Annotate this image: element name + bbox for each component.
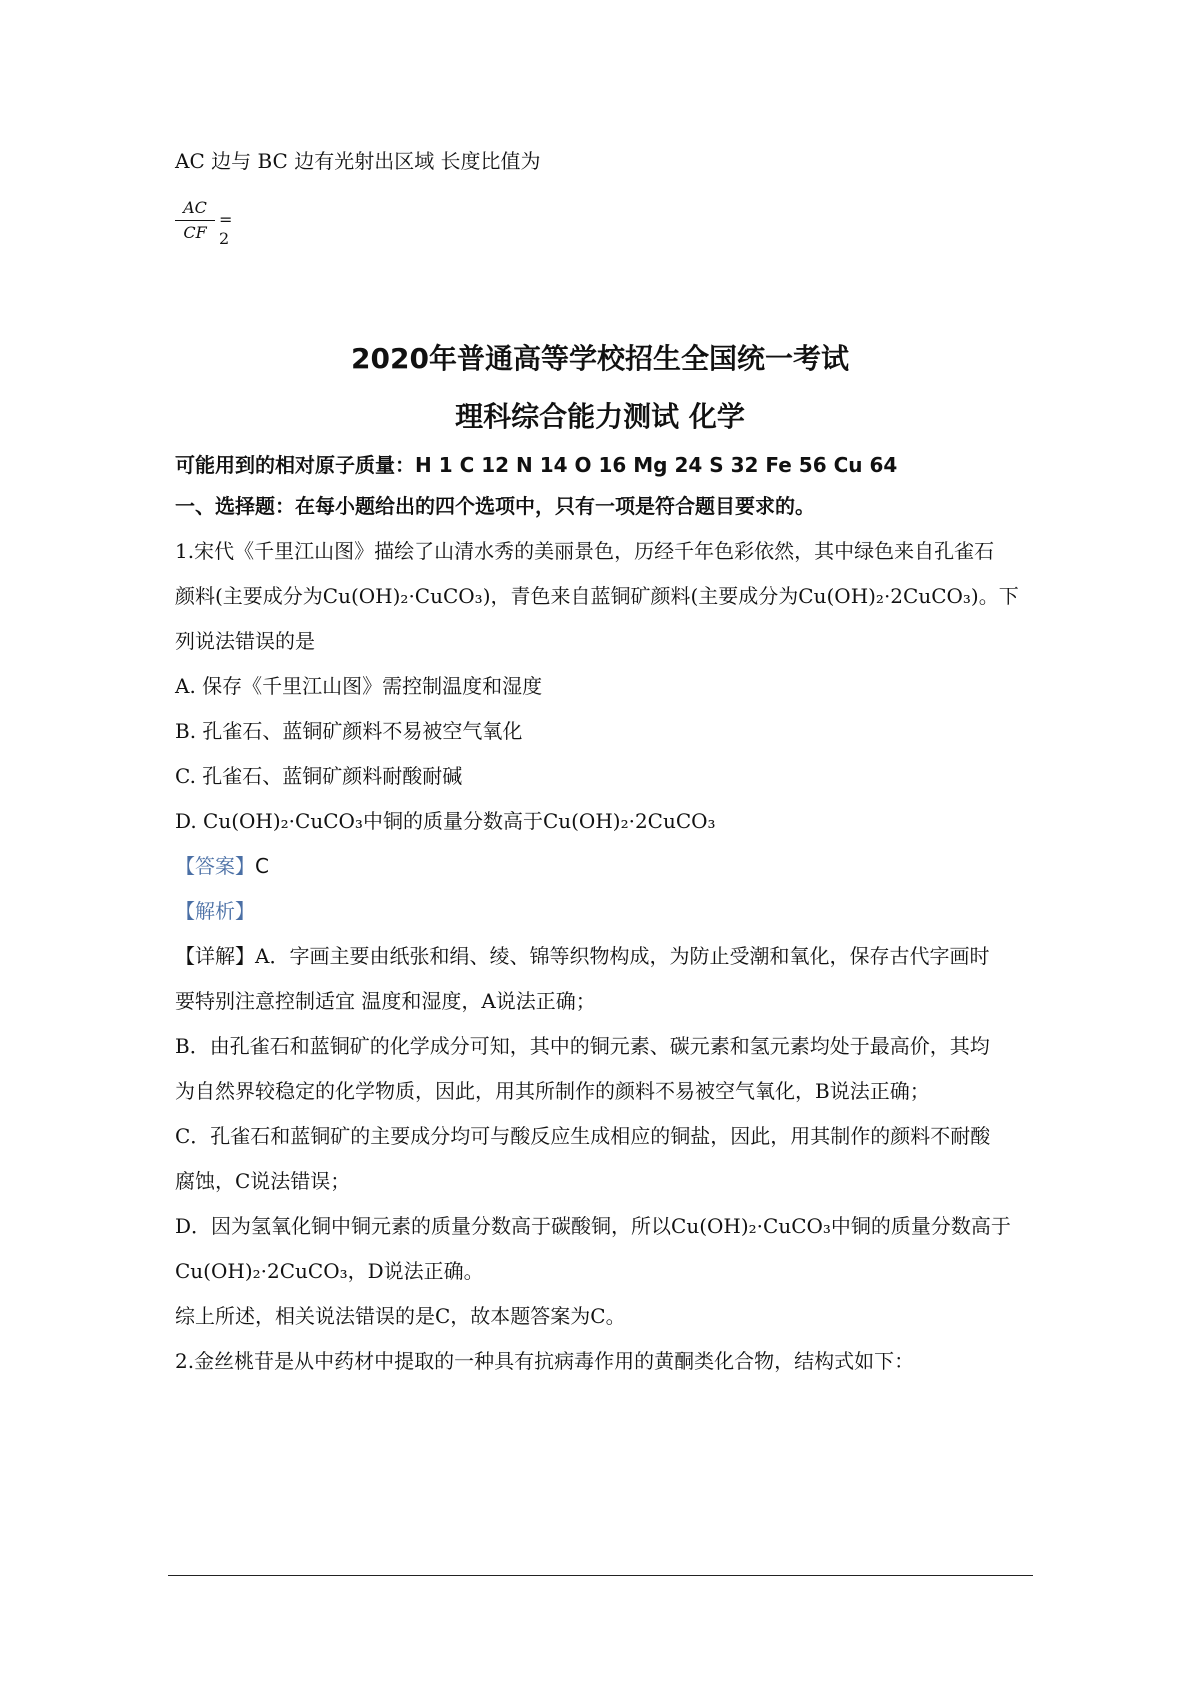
q1-stem-line-3: 列说法错误的是 <box>175 629 315 653</box>
q1-option-b: B. 孔雀石、蓝铜矿颜料不易被空气氧化 <box>175 719 523 743</box>
q1-explain-line-8: Cu(OH)₂·2CuCO₃，D说法正确。 <box>175 1259 484 1283</box>
answer-label: 【答案】 <box>175 854 255 878</box>
answer-value: C <box>255 854 269 878</box>
exam-subtitle: 理科综合能力测试 化学 <box>455 400 745 433</box>
section-heading: 一、选择题：在每小题给出的四个选项中，只有一项是符合题目要求的。 <box>175 494 815 518</box>
q1-answer <box>175 853 269 879</box>
q1-explain-line-3: B．由孔雀石和蓝铜矿的化学成分可知，其中的铜元素、碳元素和氢元素均处于最高价，其均 <box>175 1034 990 1058</box>
q1-stem-line-2: 颜料(主要成分为Cu(OH)₂·CuCO₃)，青色来自蓝铜矿颜料(主要成分为Cu(OH)₂·2CuCO₃)。下 <box>175 584 1019 608</box>
footer-divider <box>168 1575 1033 1576</box>
q1-option-a: A. 保存《千里江山图》需控制温度和湿度 <box>175 674 543 698</box>
q1-explain-line-6: 腐蚀，C说法错误； <box>175 1169 351 1193</box>
q1-option-d: D. Cu(OH)₂·CuCO₃中铜的质量分数高于Cu(OH)₂·2CuCO₃ <box>175 809 716 833</box>
intro-line: AC 边与 BC 边有光射出区域 长度比值为 <box>175 149 541 173</box>
q1-stem-line-1: 1.宋代《千里江山图》描绘了山清水秀的美丽景色，历经千年色彩依然，其中绿色来自孔雀石 <box>175 539 995 563</box>
fraction-numerator: AC <box>183 198 207 217</box>
fraction-denominator: CF <box>183 223 207 242</box>
q1-explain-line-7: D．因为氢氧化铜中铜元素的质量分数高于碳酸铜，所以Cu(OH)₂·CuCO₃中铜的质量分数高于 <box>175 1214 1011 1238</box>
q1-explain-line-5: C．孔雀石和蓝铜矿的主要成分均可与酸反应生成相应的铜盐，因此，用其制作的颜料不耐酸 <box>175 1124 991 1148</box>
q1-summary: 综上所述，相关说法错误的是C，故本题答案为C。 <box>175 1304 626 1328</box>
analysis-label: 【解析】 <box>175 899 255 923</box>
atomic-mass-line: 可能用到的相对原子质量：H 1 C 12 N 14 O 16 Mg 24 S 32 Fe 56 Cu 64 <box>175 453 898 477</box>
q1-explain-line-1: 【详解】A．字画主要由纸张和绢、绫、锦等织物构成，为防止受潮和氧化，保存古代字画时 <box>175 944 990 968</box>
q1-explain-line-2: 要特别注意控制适宜 温度和湿度，A说法正确； <box>175 989 596 1013</box>
fraction-bar <box>175 220 215 221</box>
exam-title: 2020年普通高等学校招生全国统一考试 <box>351 342 849 375</box>
q1-explain-line-4: 为自然界较稳定的化学物质，因此，用其所制作的颜料不易被空气氧化，B说法正确； <box>175 1079 930 1103</box>
q1-option-c: C. 孔雀石、蓝铜矿颜料耐酸耐碱 <box>175 764 463 788</box>
q2-stem-line-1: 2.金丝桃苷是从中药材中提取的一种具有抗病毒作用的黄酮类化合物，结构式如下： <box>175 1349 915 1373</box>
fraction-rhs: = 2 <box>219 210 233 248</box>
